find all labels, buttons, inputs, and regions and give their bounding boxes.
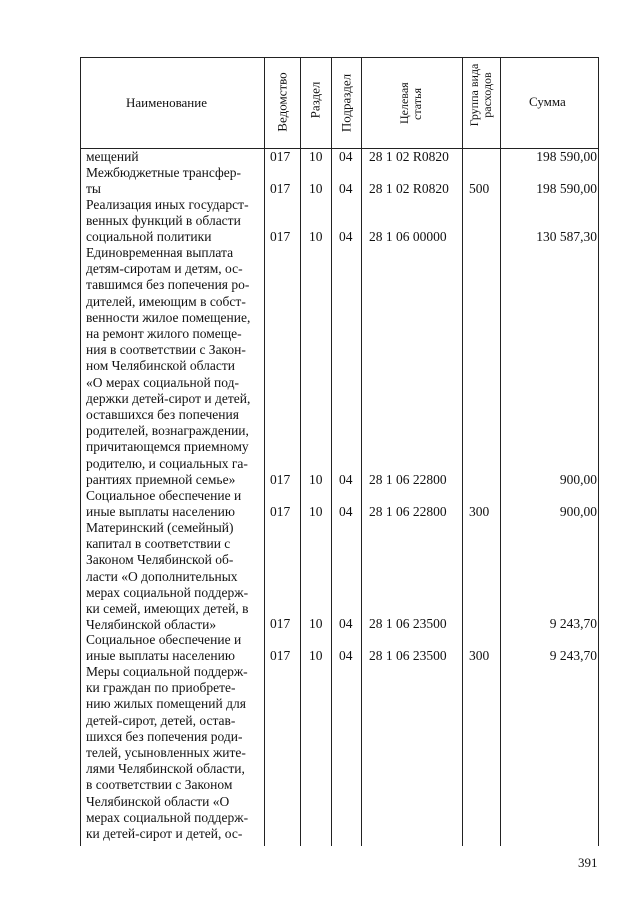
row-subsection: 04 [339, 149, 353, 164]
row-name: Межбюджетные трансфер- ты [86, 165, 241, 197]
row-subsection: 04 [339, 181, 353, 196]
row-group: 300 [469, 648, 490, 663]
row-dept: 017 [270, 149, 291, 164]
row-section: 10 [309, 229, 323, 244]
row-section: 10 [309, 504, 323, 519]
header-sum: Сумма [529, 94, 566, 109]
row-section: 10 [309, 149, 323, 164]
row-group: 300 [469, 504, 490, 519]
col-border-5 [462, 57, 463, 846]
row-section: 10 [309, 616, 323, 631]
row-dept: 017 [270, 229, 291, 244]
header-subsection: Подраздел [338, 73, 354, 133]
col-border-4 [361, 57, 362, 846]
row-subsection: 04 [339, 616, 353, 631]
row-target: 28 1 02 R0820 [369, 181, 449, 196]
row-name: Социальное обеспечение и иные выплаты населению [86, 488, 242, 520]
row-dept: 017 [270, 181, 291, 196]
row-subsection: 04 [339, 504, 353, 519]
col-border-0 [80, 57, 81, 846]
row-section: 10 [309, 472, 323, 487]
row-target: 28 1 06 00000 [369, 229, 447, 244]
page-number: 391 [578, 855, 598, 870]
row-name: Меры социальной поддерж- ки граждан по приобрете- нию жилых помещений для детей-сирот, детей, остав- шихся без попечения роди- телей, усыновленных жите- лями Челябинской области, в соответствии с Законом Челябинской области «О мерах социальной поддерж- ки детей-сирот и детей, ос- [86, 664, 249, 842]
row-dept: 017 [270, 504, 291, 519]
row-sum: 9 243,70 [549, 648, 597, 663]
row-name: Социальное обеспечение и иные выплаты населению [86, 632, 242, 664]
header-target: Целевая статья [397, 82, 424, 124]
row-sum: 198 590,00 [536, 181, 597, 196]
row-sum: 900,00 [559, 472, 597, 487]
row-target: 28 1 06 22800 [369, 472, 447, 487]
row-name: Материнский (семейный) капитал в соответствии с Законом Челябинской об- ласти «О дополнительных мерах социальной поддерж- ки семей, имеющих детей, в Челябинской области» [86, 520, 249, 633]
table-top-border [80, 57, 599, 58]
row-target: 28 1 06 23500 [369, 616, 447, 631]
row-target: 28 1 06 22800 [369, 504, 447, 519]
col-border-1 [264, 57, 265, 846]
header-section: Раздел [307, 81, 323, 119]
row-name: Единовременная выплата детям-сиротам и детям, ос- тавшимся без попечения ро- дителей, имеющим в собст- венности жилое помещение, на ремонт жилого помеще- ния в соответствии с Закон- ном Челябинской области «О мерах социальной под- держки детей-сирот и детей, оставшихся без попечения родителей, вознаграждении, причитающемся приемному родителю, и социальных га- рантиях приемной семье» [86, 245, 251, 487]
col-border-2 [300, 57, 301, 846]
col-border-3 [331, 57, 332, 846]
row-dept: 017 [270, 648, 291, 663]
row-target: 28 1 02 R0820 [369, 149, 449, 164]
row-group: 500 [469, 181, 490, 196]
row-sum: 198 590,00 [536, 149, 597, 164]
row-section: 10 [309, 648, 323, 663]
row-sum: 130 587,30 [536, 229, 597, 244]
row-dept: 017 [270, 616, 291, 631]
col-border-7 [598, 57, 599, 846]
row-subsection: 04 [339, 229, 353, 244]
header-name: Наименование [126, 95, 207, 110]
row-sum: 900,00 [559, 504, 597, 519]
header-group: Группа вида расходов [467, 63, 494, 127]
col-border-6 [500, 57, 501, 846]
row-name: мещений [86, 149, 139, 164]
row-dept: 017 [270, 472, 291, 487]
row-subsection: 04 [339, 472, 353, 487]
row-name: Реализация иных государст- венных функций в области социальной политики [86, 197, 249, 245]
row-sum: 9 243,70 [549, 616, 597, 631]
row-target: 28 1 06 23500 [369, 648, 447, 663]
row-section: 10 [309, 181, 323, 196]
header-dept: Ведомство [274, 72, 290, 132]
row-subsection: 04 [339, 648, 353, 663]
